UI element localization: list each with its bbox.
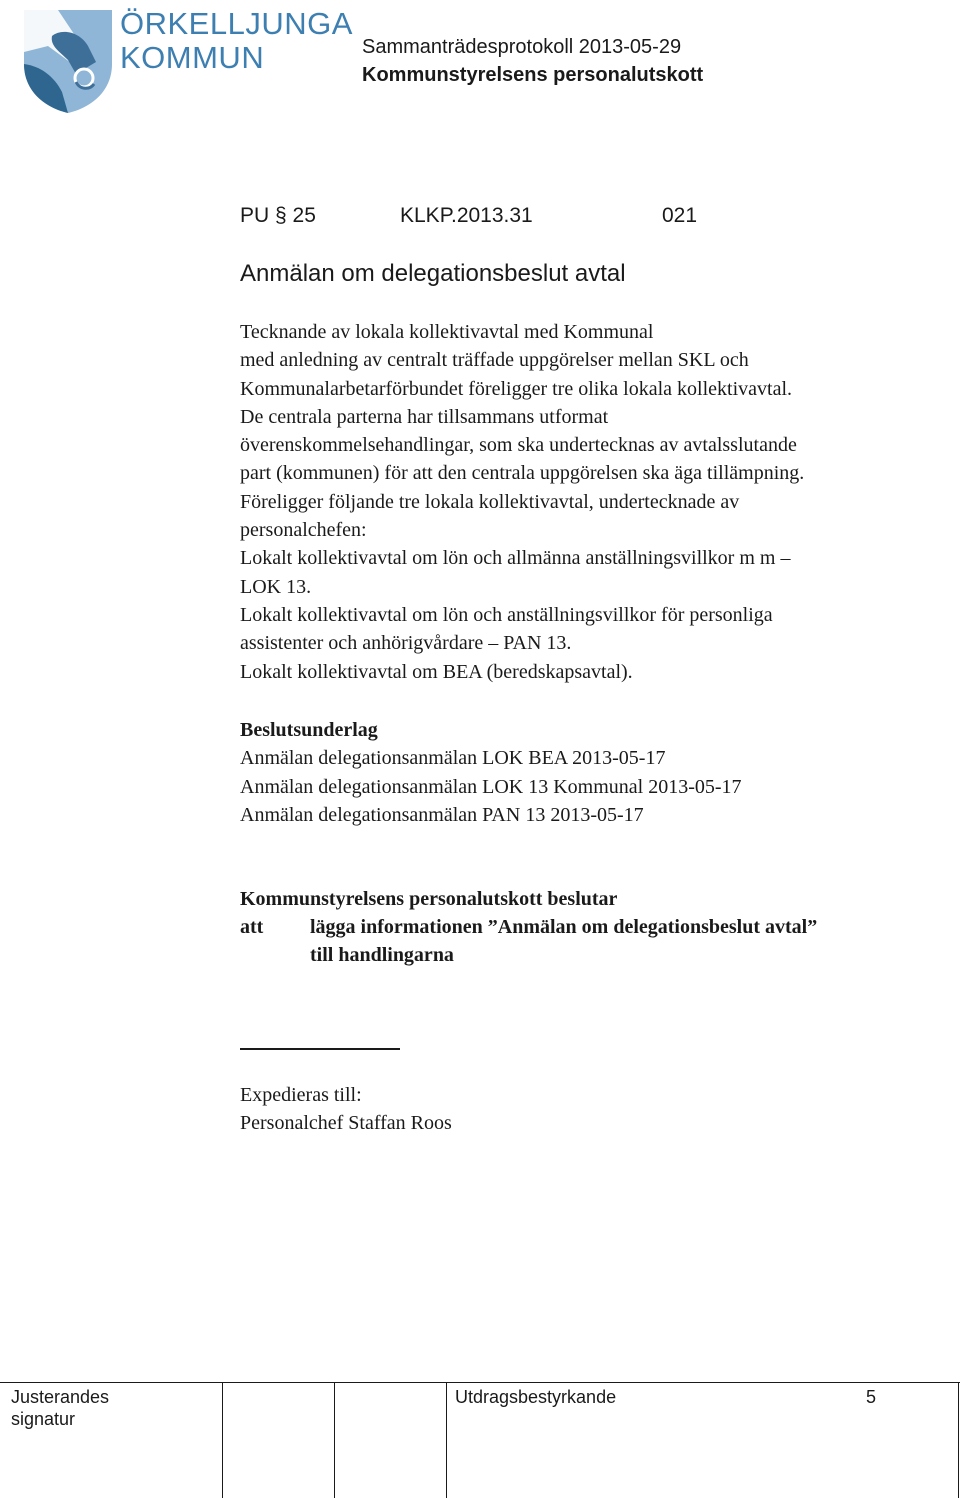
utdrag-label: Utdragsbestyrkande [455,1387,617,1407]
body-line: part (kommunen) för att den centrala uppgörelsen ska äga tillämpning. [240,462,805,485]
signature-cell [446,1383,447,1498]
case-number: KLKP.2013.31 [400,204,533,227]
footer-cell-edge [958,1383,959,1498]
protocol-title: Sammanträdesprotokoll 2013-05-29 [362,36,682,58]
archive-code: 021 [662,204,698,227]
body-line: Lokalt kollektivavtal om BEA (beredskapsavtal). [240,660,633,683]
body-line: Föreligger följande tre lokala kollektivavtal, undertecknade av [240,490,740,513]
body-line: överenskommelsehandlingar, som ska undertecknas av avtalsslutande [240,434,797,457]
body-line: Lokalt kollektivavtal om lön och anställningsvillkor för personliga [240,603,773,626]
org-name-line2: KOMMUN [120,40,265,75]
decision-heading: Kommunstyrelsens personalutskott beslutar [240,888,618,910]
page-number: 5 [866,1387,877,1407]
basis-item: Anmälan delegationsanmälan LOK BEA 2013-05-17 [240,747,666,770]
justerandes-line2: signatur [11,1409,76,1429]
body-line: Lokalt kollektivavtal om lön och allmänna anställningsvillkor m m – [240,547,791,570]
body-line: De centrala parterna har tillsammans utformat [240,405,609,428]
body-line: Tecknande av lokala kollektivavtal med Kommunal [240,321,654,343]
footer-rule [0,1382,960,1383]
signature-cell [222,1383,223,1498]
basis-item: Anmälan delegationsanmälan LOK 13 Kommunal 2013-05-17 [240,775,742,798]
dispatch-label: Expedieras till: [240,1084,362,1106]
dispatch-recipient: Personalchef Staffan Roos [240,1112,452,1134]
signature-cell [334,1383,335,1498]
justerandes-label [11,1386,109,1430]
decision-text-line1: lägga informationen ”Anmälan om delegationsbeslut avtal” [310,916,818,938]
item-title: Anmälan om delegationsbeslut avtal [240,260,626,287]
decision-text-line2: till handlingarna [310,944,454,966]
basis-item: Anmälan delegationsanmälan PAN 13 2013-05-17 [240,803,644,826]
body-line: personalchefen: [240,519,367,542]
justerandes-line1: Justerandes [11,1387,110,1407]
section-divider [240,1048,400,1050]
body-line: med anledning av centralt träffade uppgörelser mellan SKL och [240,349,749,372]
body-line: assistenter och anhörigvårdare – PAN 13. [240,632,572,655]
paragraph-number: PU § 25 [240,204,316,227]
body-line: Kommunalarbetarförbundet föreligger tre olika lokala kollektivavtal. [240,377,793,400]
basis-section [240,716,742,829]
committee-name: Kommunstyrelsens personalutskott [362,64,704,86]
body-text [240,318,804,686]
decision-att-label: att [240,916,264,938]
body-line: LOK 13. [240,575,312,598]
basis-heading: Beslutsunderlag [240,719,378,741]
bell-shield-logo-icon [18,6,118,114]
org-name-line1: ÖRKELLJUNGA [120,6,353,41]
